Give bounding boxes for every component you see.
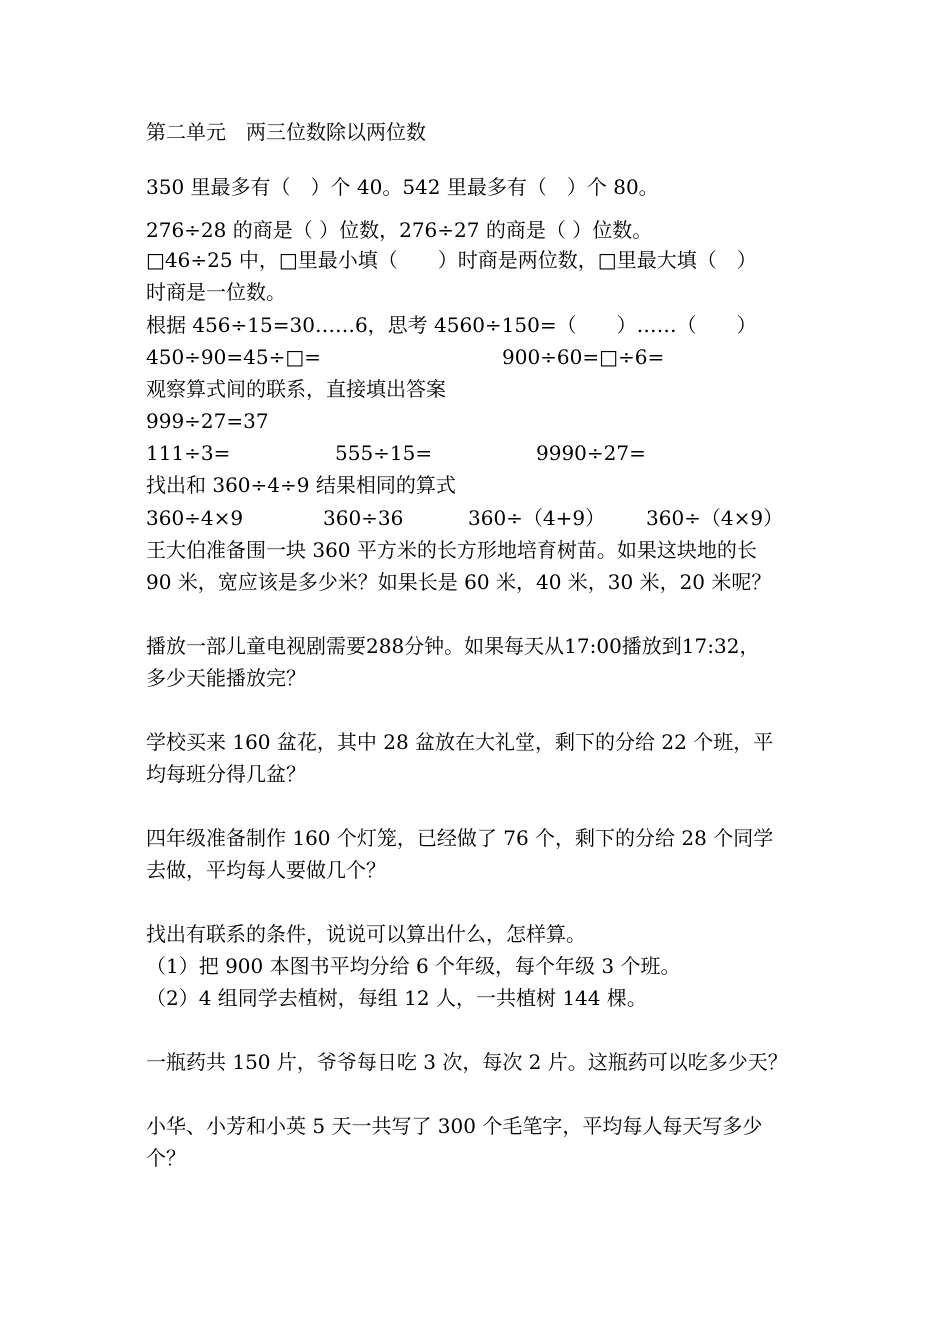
question-7-option-a: 360÷4×9 bbox=[146, 506, 244, 530]
question-2: 276÷28 的商是（ ）位数，276÷27 的商是（ ）位数。 bbox=[146, 218, 653, 242]
question-8-line-2: 90 米，宽应该是多少米？如果长是 60 米，40 米，30 米，20 米呢？ bbox=[146, 570, 772, 594]
question-4: 根据 456÷15=30……6，思考 4560÷150=（ ）……（ ） bbox=[146, 313, 757, 337]
question-14-line-2: 个？ bbox=[146, 1146, 186, 1170]
question-9-line-2: 多少天能播放完？ bbox=[146, 666, 306, 690]
question-12-title: 找出有联系的条件，说说可以算出什么，怎样算。 bbox=[146, 922, 586, 946]
question-10-line-2: 均每班分得几盆？ bbox=[146, 762, 306, 786]
question-7-option-b: 360÷36 bbox=[323, 506, 404, 530]
question-1: 350 里最多有（ ）个 40。542 里最多有（ ）个 80。 bbox=[146, 175, 659, 199]
question-6-title: 观察算式间的联系，直接填出答案 bbox=[146, 377, 446, 401]
question-12-item-1: （1）把 900 本图书平均分给 6 个年级，每个年级 3 个班。 bbox=[146, 954, 681, 978]
question-14-line-1: 小华、小芳和小英 5 天一共写了 300 个毛笔字，平均每人每天写多少 bbox=[146, 1114, 763, 1138]
question-7-option-d: 360÷（4×9） bbox=[646, 506, 784, 530]
question-6-b: 555÷15= bbox=[335, 441, 433, 465]
question-3-line-2: 时商是一位数。 bbox=[146, 280, 286, 304]
question-6-c: 9990÷27= bbox=[536, 441, 646, 465]
question-6-a: 111÷3= bbox=[146, 441, 231, 465]
question-7-title: 找出和 360÷4÷9 结果相同的算式 bbox=[146, 473, 456, 497]
question-5-b: 900÷60=□÷6= bbox=[502, 345, 665, 369]
question-11-line-1: 四年级准备制作 160 个灯笼，已经做了 76 个，剩下的分给 28 个同学 bbox=[146, 826, 774, 850]
question-11-line-2: 去做，平均每人要做几个？ bbox=[146, 858, 386, 882]
unit-title: 第二单元 两三位数除以两位数 bbox=[146, 120, 426, 144]
question-12-item-2: （2）4 组同学去植树，每组 12 人，一共植树 144 棵。 bbox=[146, 986, 647, 1010]
question-3-line-1: □46÷25 中，□里最小填（ ）时商是两位数，□里最大填（ ） bbox=[146, 248, 757, 272]
question-9-line-1: 播放一部儿童电视剧需要288分钟。如果每天从17:00播放到17:32， bbox=[146, 634, 760, 658]
question-5-a: 450÷90=45÷□= bbox=[146, 345, 321, 369]
question-7-option-c: 360÷（4+9） bbox=[468, 506, 606, 530]
question-13: 一瓶药共 150 片，爷爷每日吃 3 次，每次 2 片。这瓶药可以吃多少天？ bbox=[146, 1050, 788, 1074]
question-8-line-1: 王大伯准备围一块 360 平方米的长方形地培育树苗。如果这块地的长 bbox=[146, 538, 757, 562]
question-10-line-1: 学校买来 160 盆花，其中 28 盆放在大礼堂，剩下的分给 22 个班，平 bbox=[146, 730, 774, 754]
question-6-given: 999÷27=37 bbox=[146, 409, 269, 433]
